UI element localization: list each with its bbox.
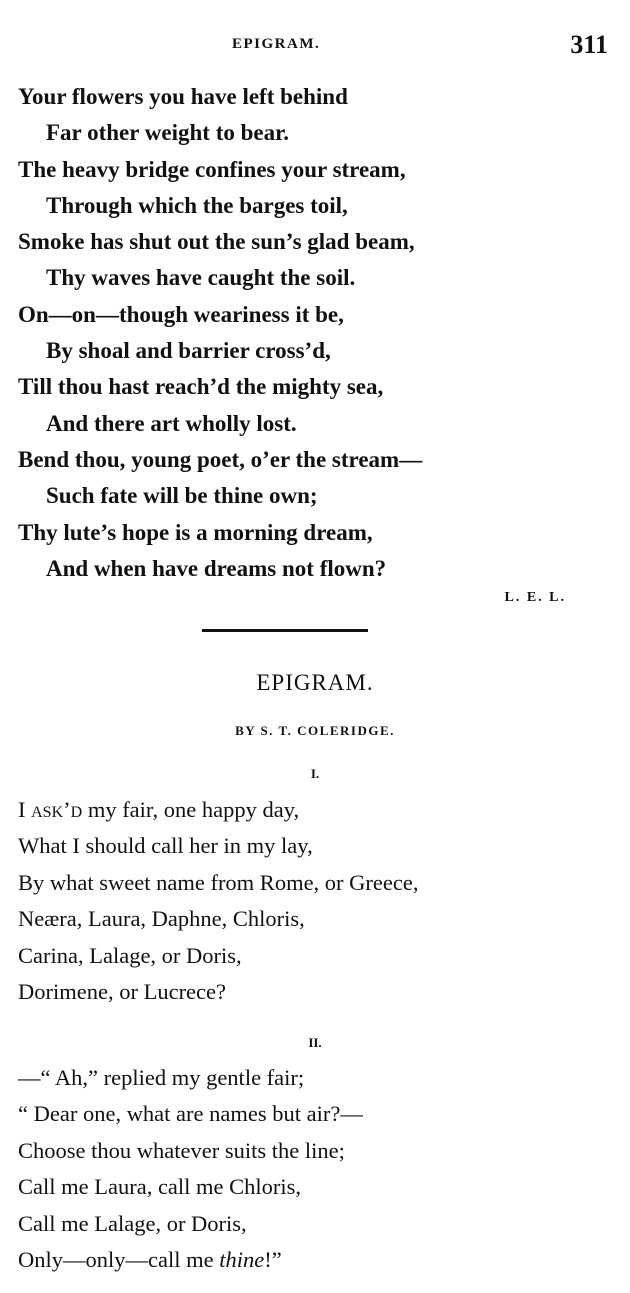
poem-line: Dorimene, or Lucrece? xyxy=(18,978,227,1004)
poem-line: Thy lute’s hope is a morning dream, xyxy=(18,519,373,545)
poem-line: And there art wholly lost. xyxy=(46,410,297,436)
poem-line xyxy=(18,1242,618,1278)
poem-line: On—on—though weariness it be, xyxy=(18,301,344,327)
poem-line: The heavy bridge confines your stream, xyxy=(18,156,406,182)
poem-line: “ Dear one, what are names but air?— xyxy=(18,1101,363,1127)
line-start: Only—only—call me xyxy=(18,1246,220,1272)
poem-line: By shoal and barrier cross’d, xyxy=(46,338,331,364)
opening-words: I ask’d xyxy=(18,797,83,822)
poem-line: By what sweet name from Rome, or Greece, xyxy=(18,869,419,895)
poem2-section1-text xyxy=(18,792,618,1010)
poem-line: Call me Laura, call me Chloris, xyxy=(18,1174,302,1200)
poem-line: Choose thou whatever suits the line; xyxy=(18,1137,345,1163)
emphasized-word: thine xyxy=(219,1246,265,1272)
poem-line: What I should call her in my lay, xyxy=(18,833,313,859)
poem-line: Bend thou, young poet, o’er the stream— xyxy=(18,446,423,472)
poem-line: Such fate will be thine own; xyxy=(46,483,318,509)
poem-line xyxy=(18,792,618,828)
poem-line: And when have dreams not flown? xyxy=(46,555,387,581)
poem-line: Through which the barges toil, xyxy=(46,192,348,218)
line-end: !” xyxy=(264,1246,282,1272)
poem-line: Carina, Lalage, or Doris, xyxy=(18,942,242,968)
line-rest: my fair, one happy day, xyxy=(82,797,300,822)
poem-line: Smoke has shut out the sun’s glad beam, xyxy=(18,229,415,255)
section-divider xyxy=(202,629,368,632)
poem-title: EPIGRAM. xyxy=(256,670,374,695)
poem1-text xyxy=(18,79,618,587)
section-number-1: I. xyxy=(310,766,320,781)
poem-line: Neæra, Laura, Daphne, Chloris, xyxy=(18,906,305,932)
poem-line: Till thou hast reach’d the mighty sea, xyxy=(18,374,384,400)
running-head xyxy=(0,30,630,60)
poem-line: —“ Ah,” replied my gentle fair; xyxy=(18,1065,305,1090)
poem-line: Far other weight to bear. xyxy=(46,120,289,146)
author-initials: L. E. L. xyxy=(504,590,566,605)
poem-line: Thy waves have caught the soil. xyxy=(46,265,356,291)
running-title: EPIGRAM. xyxy=(232,36,321,52)
poem-byline: BY S. T. COLERIDGE. xyxy=(235,723,395,738)
poem2-section2-text xyxy=(18,1060,618,1278)
section-number-2: II. xyxy=(308,1035,322,1050)
page-number: 311 xyxy=(570,30,608,59)
poem-line: Call me Lalage, or Doris, xyxy=(18,1210,247,1236)
poem-line: Your flowers you have left behind xyxy=(18,84,348,109)
